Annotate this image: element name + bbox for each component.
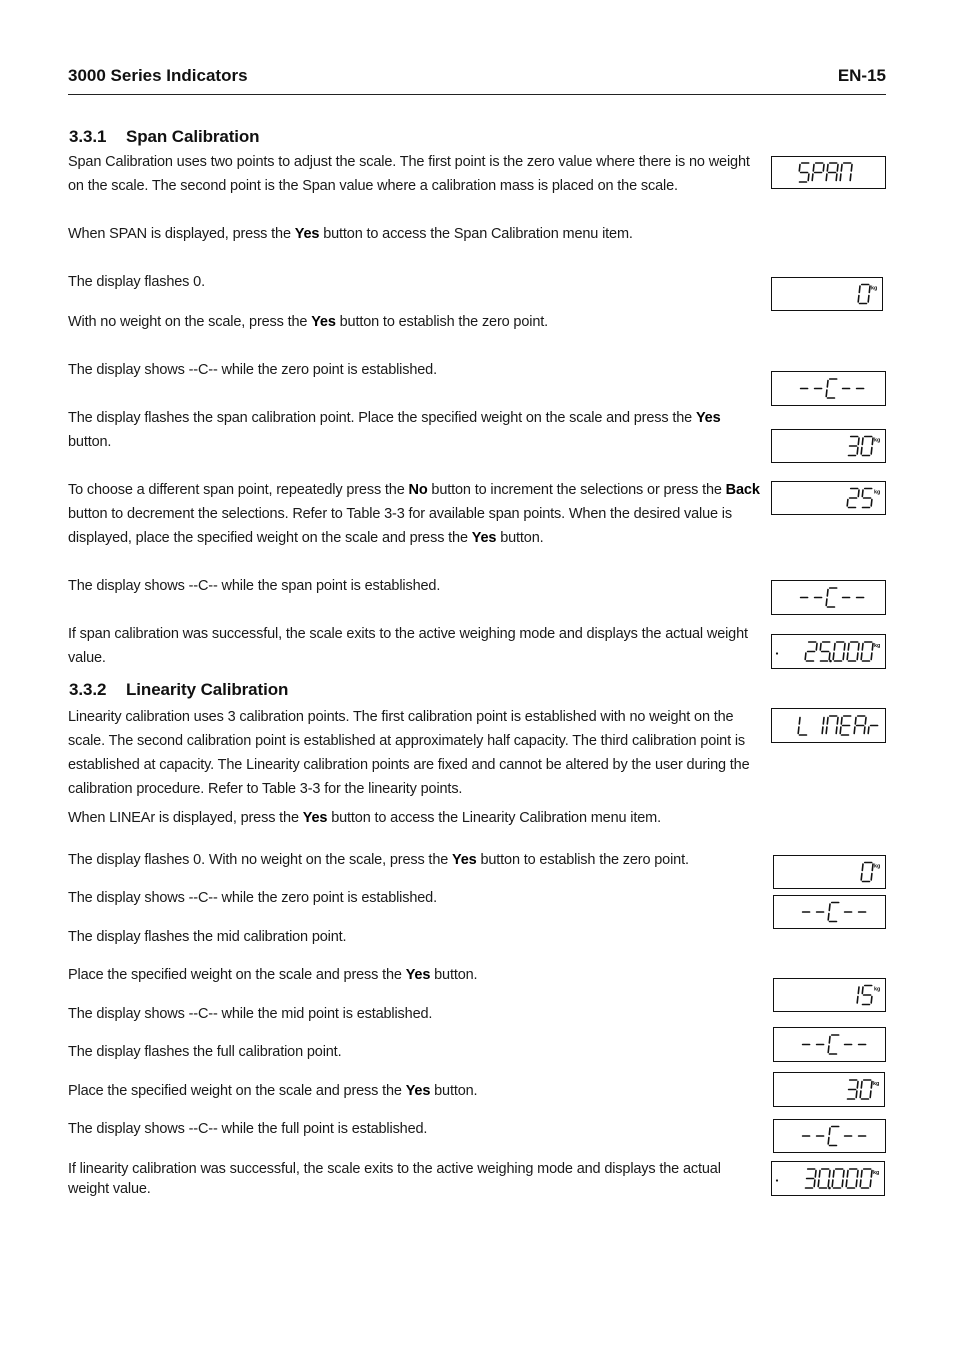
paragraph bbox=[68, 848, 760, 872]
paragraph bbox=[68, 310, 760, 334]
button-name: Yes bbox=[302, 810, 328, 826]
lcd-segments bbox=[861, 863, 873, 882]
paragraph bbox=[68, 478, 760, 550]
lcd-display-full-point bbox=[773, 1072, 885, 1107]
lcd-readout bbox=[772, 278, 882, 310]
header-rule bbox=[68, 94, 886, 95]
lcd-readout bbox=[774, 1028, 885, 1061]
button-name: Yes bbox=[405, 967, 431, 983]
paragraph bbox=[68, 1079, 760, 1103]
lcd-readout bbox=[774, 979, 885, 1011]
lcd-indicator-dot bbox=[776, 652, 778, 654]
section-title: Span Calibration bbox=[126, 127, 260, 146]
lcd-segments bbox=[801, 379, 864, 398]
text-run: The display flashes the full calibration point. bbox=[68, 1044, 342, 1060]
button-name: Yes bbox=[311, 314, 336, 330]
text-run: button. bbox=[496, 530, 544, 546]
lcd-readout bbox=[772, 1162, 884, 1195]
paragraph bbox=[68, 1159, 758, 1199]
text-run: Place the specified weight on the scale and press the bbox=[68, 1083, 406, 1099]
text-run: The display flashes 0. bbox=[68, 274, 205, 290]
lcd-readout bbox=[772, 482, 885, 514]
button-name: Yes bbox=[695, 410, 721, 426]
button-name: Yes bbox=[452, 852, 477, 868]
text-run: The display shows --C-- while the zero point is established. bbox=[68, 362, 437, 378]
text-run: If span calibration was successful, the scale exits to the active weighing mode and displays the actual weight value. bbox=[68, 626, 748, 666]
lcd-segments bbox=[803, 903, 866, 922]
page-number: EN-15 bbox=[837, 66, 886, 85]
lcd-display-weight bbox=[771, 1161, 885, 1196]
lcd-readout bbox=[774, 856, 885, 888]
lcd-segments bbox=[858, 285, 870, 304]
button-name: Yes bbox=[294, 226, 320, 242]
section-heading-span bbox=[69, 127, 259, 147]
text-run: button to increment the selections or press the bbox=[427, 482, 726, 498]
page-header-title: 3000 Series Indicators bbox=[68, 66, 248, 85]
button-name: Yes bbox=[471, 530, 497, 546]
section-number: 3.3.2 bbox=[69, 680, 107, 699]
lcd-segments bbox=[805, 642, 873, 661]
text-run: With no weight on the scale, press the bbox=[68, 314, 312, 330]
lcd-display-zero bbox=[773, 855, 886, 889]
paragraph bbox=[68, 806, 760, 830]
lcd-unit: kg bbox=[874, 863, 881, 870]
text-run: The display shows --C-- while the zero point is established. bbox=[68, 890, 437, 906]
text-run: button to access the Span Calibration menu item. bbox=[319, 226, 633, 242]
lcd-readout bbox=[774, 1073, 884, 1106]
paragraph bbox=[68, 622, 760, 670]
text-run: Span Calibration uses two points to adjust the scale. The first point is the zero value where there is no weight on the scale. The second point is the Span value where a calibration mass is placed on the scale. bbox=[68, 154, 750, 194]
text-run: The display shows --C-- while the span point is established. bbox=[68, 578, 441, 594]
lcd-segments bbox=[799, 163, 852, 182]
text-run: Linearity calibration uses 3 calibration points. The first calibration point is established with no weight on the scale. The second calibration point is established at approximately half capacity. The third calibration point is established at capacity. The Linearity calibration points are fixed and cannot be altered by the user during the calibration procedure. Refer to Table 3-3 for the linearity points. bbox=[68, 709, 750, 797]
lcd-display-span bbox=[771, 156, 886, 189]
lcd-decimal-point bbox=[829, 660, 832, 663]
lcd-readout bbox=[772, 635, 885, 668]
paragraph bbox=[68, 1002, 760, 1026]
section-title: Linearity Calibration bbox=[126, 680, 289, 699]
lcd-display-linear bbox=[771, 708, 886, 743]
lcd-unit: kg bbox=[874, 489, 881, 496]
lcd-display-busy bbox=[771, 371, 886, 406]
section-number: 3.3.1 bbox=[69, 127, 107, 146]
text-run: The display flashes 0. With no weight on the scale, press the bbox=[68, 852, 453, 868]
lcd-segments bbox=[806, 1169, 873, 1188]
text-run: Place the specified weight on the scale and press the bbox=[68, 967, 406, 983]
paragraph bbox=[68, 406, 760, 454]
lcd-readout bbox=[772, 709, 885, 742]
lcd-display-mid-point bbox=[773, 978, 886, 1012]
lcd-segments bbox=[847, 489, 872, 508]
lcd-readout bbox=[772, 581, 885, 614]
lcd-unit: kg bbox=[874, 437, 881, 444]
lcd-segments bbox=[801, 588, 864, 607]
section-heading-linearity bbox=[69, 680, 288, 700]
paragraph bbox=[68, 886, 760, 910]
button-name: Back bbox=[725, 482, 760, 498]
paragraph bbox=[68, 358, 760, 382]
text-run: button to establish the zero point. bbox=[335, 314, 549, 330]
lcd-unit: kg bbox=[871, 285, 878, 292]
paragraph bbox=[68, 963, 760, 987]
lcd-display-busy bbox=[773, 1027, 886, 1062]
text-run: button to access the Linearity Calibration menu item. bbox=[327, 810, 661, 826]
paragraph bbox=[68, 925, 760, 949]
lcd-segments bbox=[803, 1127, 866, 1146]
text-run: button. bbox=[430, 967, 478, 983]
paragraph bbox=[68, 1117, 760, 1141]
paragraph bbox=[68, 705, 760, 801]
lcd-readout bbox=[772, 430, 885, 462]
paragraph bbox=[68, 150, 760, 198]
lcd-segments bbox=[857, 986, 872, 1005]
paragraph bbox=[68, 574, 760, 598]
lcd-display-span-point bbox=[771, 429, 886, 463]
text-run: When SPAN is displayed, press the bbox=[68, 226, 295, 242]
lcd-segments bbox=[849, 437, 874, 456]
lcd-display-busy bbox=[773, 895, 886, 929]
paragraph bbox=[68, 222, 760, 246]
lcd-display-zero bbox=[771, 277, 883, 311]
lcd-unit: kg bbox=[873, 1170, 880, 1176]
text-run: button. bbox=[68, 434, 112, 450]
lcd-display-span-point-alt bbox=[771, 481, 886, 515]
lcd-unit: kg bbox=[874, 643, 881, 649]
text-run: button. bbox=[430, 1083, 478, 1099]
paragraph bbox=[68, 270, 760, 294]
lcd-unit: kg bbox=[874, 986, 881, 993]
lcd-display-weight bbox=[771, 634, 886, 669]
lcd-segments bbox=[803, 1035, 866, 1054]
text-run: If linearity calibration was successful, the scale exits to the active weighing mode and displays the actual weight value. bbox=[68, 1161, 721, 1197]
lcd-readout bbox=[774, 896, 885, 928]
lcd-decimal-point bbox=[828, 1187, 831, 1190]
button-name: No bbox=[408, 482, 428, 498]
lcd-readout bbox=[774, 1120, 885, 1152]
lcd-indicator-dot bbox=[776, 1179, 778, 1181]
text-run: The display flashes the span calibration point. Place the specified weight on the scale and press the bbox=[68, 410, 696, 426]
text-run: The display flashes the mid calibration point. bbox=[68, 929, 347, 945]
paragraph bbox=[68, 1040, 760, 1064]
lcd-readout bbox=[772, 372, 885, 405]
button-name: Yes bbox=[405, 1083, 431, 1099]
text-run: The display shows --C-- while the full point is established. bbox=[68, 1121, 428, 1137]
text-run: The display shows --C-- while the mid point is established. bbox=[68, 1006, 433, 1022]
text-run: When LINEAr is displayed, press the bbox=[68, 810, 303, 826]
text-run: button to establish the zero point. bbox=[476, 852, 689, 868]
text-run: To choose a different span point, repeatedly press the bbox=[68, 482, 409, 498]
lcd-segments bbox=[848, 1080, 873, 1099]
lcd-segments bbox=[798, 716, 877, 735]
lcd-display-busy bbox=[771, 580, 886, 615]
text-run: button to decrement the selections. Refer to Table 3-3 for available span points. When the desired value is displayed, place the specified weight on the scale and press the bbox=[68, 506, 732, 546]
lcd-unit: kg bbox=[873, 1081, 880, 1087]
lcd-readout bbox=[772, 157, 885, 188]
lcd-display-busy bbox=[773, 1119, 886, 1153]
